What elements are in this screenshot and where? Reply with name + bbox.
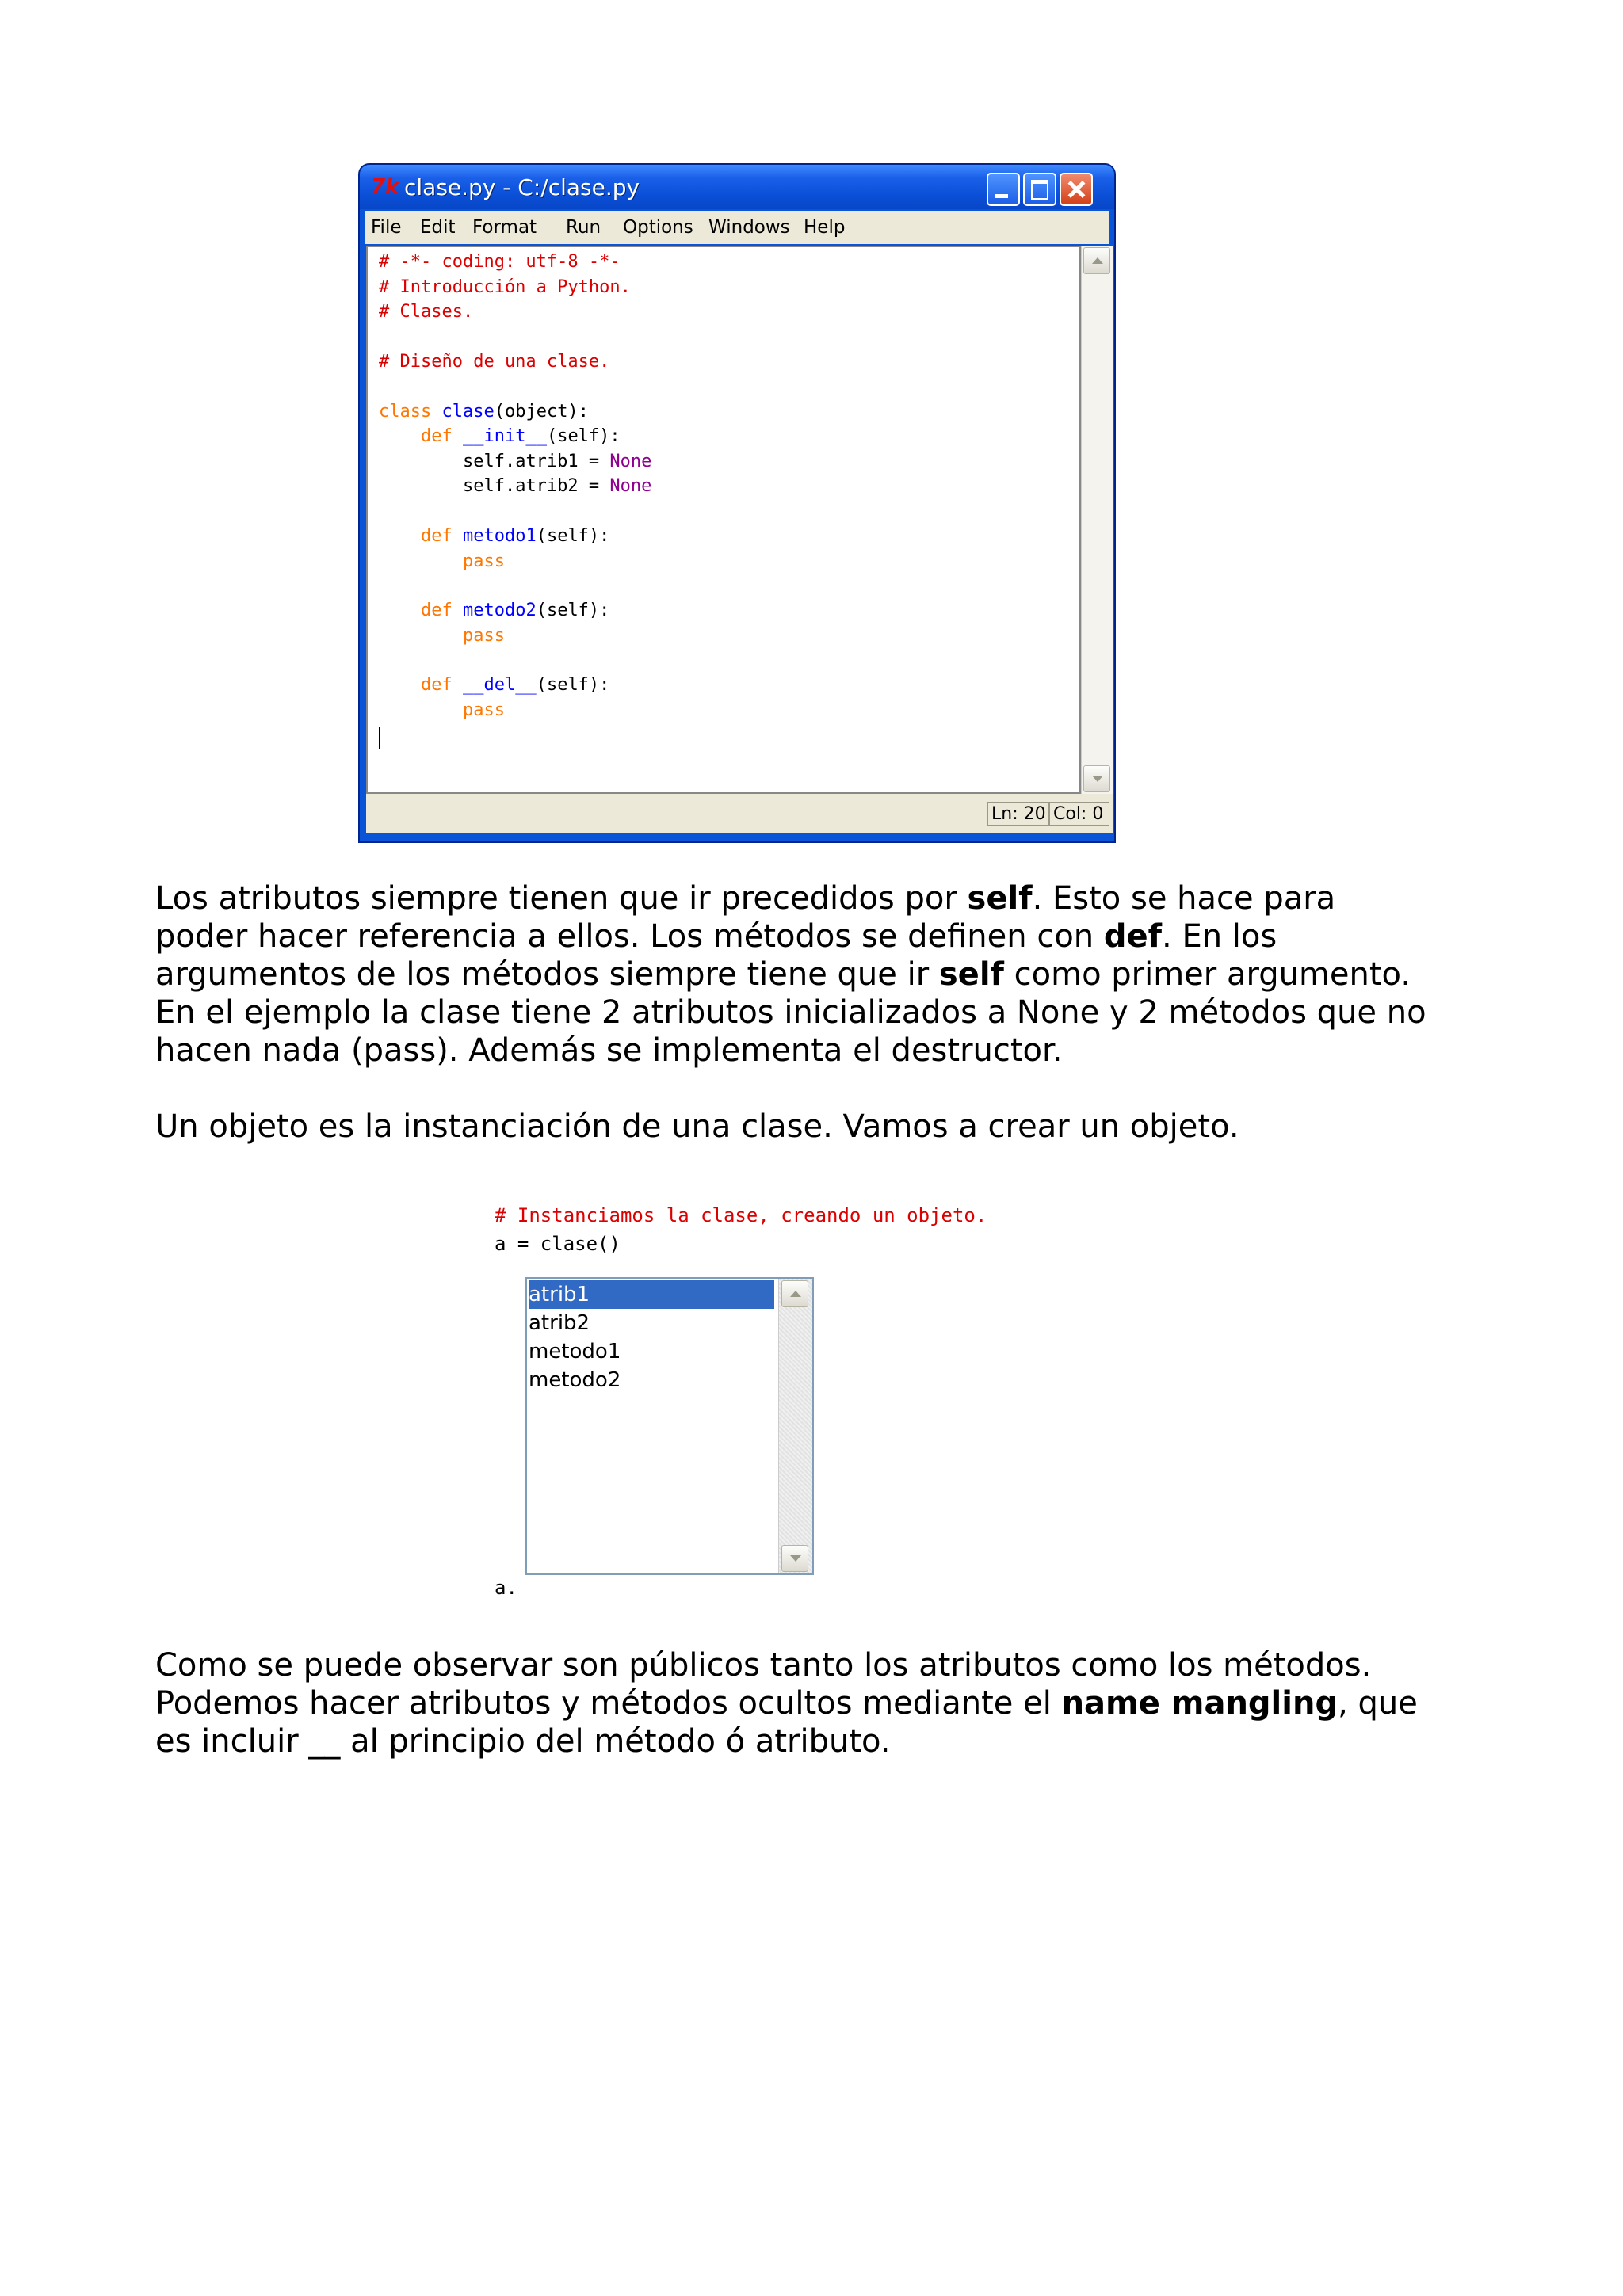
code-text: (self): xyxy=(546,426,621,446)
text: . Esto se hace para xyxy=(1032,880,1336,917)
maximize-button[interactable] xyxy=(1023,173,1056,206)
list-item[interactable]: metodo2 xyxy=(529,1368,621,1392)
list-item[interactable]: atrib1 xyxy=(529,1280,774,1309)
keyword: pass xyxy=(462,551,505,571)
class-name: clase xyxy=(441,402,495,421)
function-name: __init__ xyxy=(462,426,547,446)
menu-help[interactable]: Help xyxy=(804,217,846,238)
scroll-down-icon[interactable] xyxy=(1083,765,1110,792)
menu-edit[interactable]: Edit xyxy=(420,217,456,238)
code-line: # Diseño de una clase. xyxy=(379,352,610,372)
code-editor[interactable] xyxy=(366,246,1081,794)
paragraph-public xyxy=(155,1646,1487,1760)
code-text: (self): xyxy=(536,526,610,546)
text: como primer argumento. xyxy=(1003,956,1411,993)
code-line xyxy=(379,475,651,498)
text: Podemos hacer atributos y métodos ocultos mediante el xyxy=(155,1685,1062,1722)
column-indicator: Col: 0 xyxy=(1049,802,1109,826)
code-line: # Introducción a Python. xyxy=(379,277,631,297)
text-line xyxy=(155,955,1487,994)
snippet-prompt: a. xyxy=(495,1577,517,1599)
keyword: pass xyxy=(462,700,505,720)
window-title: clase.py - C:/clase.py xyxy=(404,174,640,200)
text-line: hacen nada (pass). Además se implementa el destructor. xyxy=(155,1032,1063,1069)
keyword: class xyxy=(379,402,432,421)
text: argumentos de los métodos siempre tiene que ir xyxy=(155,956,939,993)
code-line xyxy=(379,673,609,697)
keyword: def xyxy=(420,601,453,620)
code-line xyxy=(379,550,505,574)
close-button[interactable] xyxy=(1060,173,1093,206)
bold-text: name mangling xyxy=(1061,1685,1338,1722)
code-line xyxy=(379,699,505,723)
text-cursor xyxy=(379,727,380,749)
text-line xyxy=(155,1684,1487,1722)
menu-run[interactable]: Run xyxy=(566,217,601,238)
text: poder hacer referencia a ellos. Los métodos se definen con xyxy=(155,918,1104,955)
text: Los atributos siempre tienen que ir precedidos por xyxy=(155,880,968,917)
close-icon xyxy=(1061,174,1091,204)
builtin: None xyxy=(609,476,652,496)
menu-windows[interactable]: Windows xyxy=(708,217,790,238)
idle-icon: 7k xyxy=(371,175,399,199)
keyword: def xyxy=(420,426,453,446)
idle-window xyxy=(358,163,1116,843)
code-line xyxy=(379,624,505,648)
text-line xyxy=(155,917,1487,955)
scroll-up-icon[interactable] xyxy=(1083,247,1110,274)
text-line: Como se puede observar son públicos tanto los atributos como los métodos. xyxy=(155,1647,1372,1684)
autocomplete-list[interactable] xyxy=(525,1277,814,1575)
paragraph-object: Un objeto es la instanciación de una clase. Vamos a crear un objeto. xyxy=(155,1108,1239,1145)
menu-bar xyxy=(365,211,1109,244)
keyword: pass xyxy=(462,626,505,646)
list-item[interactable]: metodo1 xyxy=(529,1340,621,1363)
vertical-scrollbar[interactable] xyxy=(1081,246,1113,794)
function-name: metodo2 xyxy=(462,601,537,620)
code-text: (self): xyxy=(536,601,610,620)
code-line xyxy=(379,599,609,623)
menu-options[interactable]: Options xyxy=(623,217,693,238)
bold-text: self xyxy=(938,956,1004,993)
line-indicator: Ln: 20 xyxy=(987,802,1049,826)
code-line xyxy=(379,400,589,424)
scroll-down-icon[interactable] xyxy=(781,1545,808,1572)
list-scrollbar[interactable] xyxy=(778,1279,812,1573)
code-line: # -*- coding: utf-8 -*- xyxy=(379,252,621,272)
scroll-up-icon[interactable] xyxy=(781,1280,808,1307)
minimize-button[interactable] xyxy=(987,173,1020,206)
builtin: None xyxy=(609,452,652,471)
code-text: (self): xyxy=(536,675,610,695)
function-name: metodo1 xyxy=(462,526,537,546)
keyword: def xyxy=(420,675,453,695)
code-line xyxy=(379,450,651,474)
code-text: self.atrib2 = xyxy=(462,476,610,496)
text-line xyxy=(155,879,1487,917)
text: , que xyxy=(1338,1685,1418,1722)
code-line: # Clases. xyxy=(379,302,474,322)
status-bar xyxy=(366,794,1113,833)
bold-text: def xyxy=(1103,918,1163,955)
snippet-comment: # Instanciamos la clase, creando un objeto. xyxy=(495,1204,987,1226)
code-text: self.atrib1 = xyxy=(462,452,610,471)
paragraph-attributes xyxy=(155,879,1487,1070)
text: . En los xyxy=(1162,918,1277,955)
menu-file[interactable]: File xyxy=(371,217,402,238)
text-line: En el ejemplo la clase tiene 2 atributos inicializados a None y 2 métodos que no xyxy=(155,994,1426,1031)
snippet-assign: a = clase() xyxy=(495,1233,621,1255)
text-line: es incluir __ al principio del método ó atributo. xyxy=(155,1723,891,1760)
title-bar[interactable] xyxy=(360,165,1114,209)
function-name: __del__ xyxy=(462,675,537,695)
list-item[interactable]: atrib2 xyxy=(529,1311,590,1335)
code-line xyxy=(379,425,621,448)
code-line xyxy=(379,524,609,548)
code-text: (object): xyxy=(494,402,589,421)
menu-format[interactable]: Format xyxy=(472,217,537,238)
bold-text: self xyxy=(967,880,1033,917)
keyword: def xyxy=(420,526,453,546)
